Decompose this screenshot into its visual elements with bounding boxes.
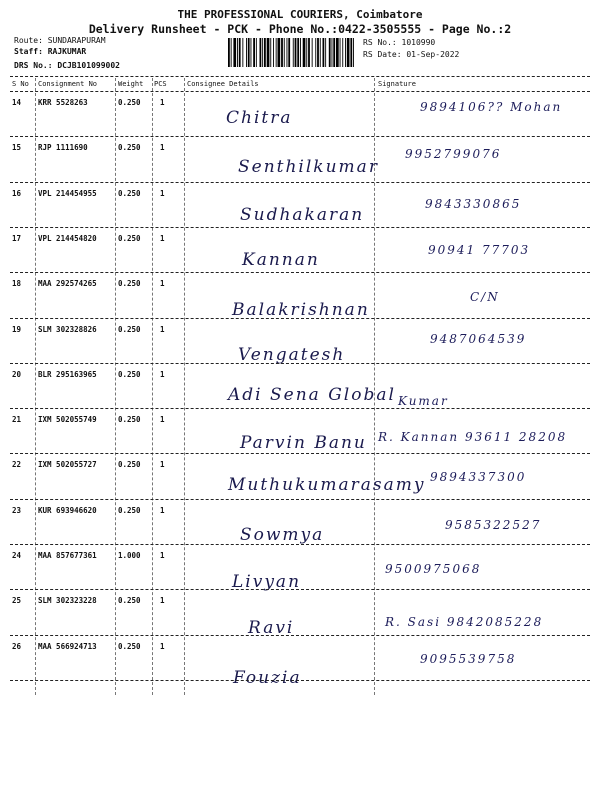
row-sno: 14 xyxy=(12,98,22,107)
row-pcs: 1 xyxy=(160,551,165,560)
runsheet-title: THE PROFESSIONAL COURIERS, Coimbatore xyxy=(177,8,423,21)
column-divider xyxy=(184,78,185,695)
row-weight: 0.250 xyxy=(118,369,141,379)
row-consignee-handwriting: Sudhakaran xyxy=(240,205,365,225)
row-signature-handwriting: R. Sasi 9842085228 xyxy=(385,615,544,629)
runsheet-subtitle: Delivery Runsheet - PCK - Phone No.:0422-3505555 - Page No.:2 xyxy=(88,22,512,36)
row-divider xyxy=(10,499,590,500)
row-signature-handwriting: 9487064539 xyxy=(430,332,527,346)
row-weight: 0.250 xyxy=(118,505,141,515)
column-header-consignment: Consignment No xyxy=(38,80,98,88)
row-divider xyxy=(10,453,590,454)
row-signature-handwriting: 9095539758 xyxy=(420,652,517,666)
row-sno: 17 xyxy=(12,233,22,243)
row-weight: 0.250 xyxy=(118,460,141,470)
row-divider xyxy=(10,182,590,183)
row-consignment-number: VPL 214454820 xyxy=(38,233,97,243)
row-pcs: 1 xyxy=(160,505,165,515)
row-weight: 0.250 xyxy=(118,188,141,198)
row-consignee-handwriting: Senthilkumar xyxy=(238,157,379,177)
rs-number: RS No.: 1010990 xyxy=(363,38,436,47)
row-pcs: 1 xyxy=(160,233,165,243)
row-signature-handwriting: 9585322527 xyxy=(445,518,542,532)
row-pcs: 1 xyxy=(160,641,165,651)
column-divider xyxy=(152,78,153,695)
row-consignment-number: BLR 295163965 xyxy=(38,369,97,379)
row-sno: 23 xyxy=(12,505,22,515)
row-divider xyxy=(10,363,590,364)
row-consignment-number: KRR 5528263 xyxy=(38,98,88,107)
row-weight: 0.250 xyxy=(118,98,141,107)
row-pcs: 1 xyxy=(160,324,165,334)
row-pcs: 1 xyxy=(160,415,165,425)
column-header-consignee: Consignee Details xyxy=(187,80,259,88)
row-pcs: 1 xyxy=(160,369,165,379)
row-divider xyxy=(10,589,590,590)
row-consignment-number: MAA 292574265 xyxy=(38,279,97,289)
column-divider xyxy=(115,78,116,695)
staff-label: Staff: RAJKUMAR xyxy=(14,47,87,56)
row-pcs: 1 xyxy=(160,460,165,470)
row-weight: 0.250 xyxy=(118,641,141,651)
row-pcs: 1 xyxy=(160,188,165,198)
row-signature-handwriting: 90941 77703 xyxy=(428,243,531,257)
row-consignment-number: IXM 502055727 xyxy=(38,460,97,470)
row-signature-handwriting: C/N xyxy=(470,290,500,304)
row-weight: 0.250 xyxy=(118,596,141,606)
row-consignment-number: RJP 1111690 xyxy=(38,143,88,153)
row-divider xyxy=(10,272,590,273)
header-divider xyxy=(10,91,590,92)
row-sno: 25 xyxy=(12,596,22,606)
row-divider xyxy=(10,680,590,681)
row-pcs: 1 xyxy=(160,279,165,289)
rs-date: RS Date: 01-Sep-2022 xyxy=(363,50,460,59)
row-signature-handwriting: 9894337300 xyxy=(430,470,527,484)
row-pcs: 1 xyxy=(160,596,165,606)
row-signature-handwriting: Kumar xyxy=(398,394,449,408)
row-consignment-number: MAA 857677361 xyxy=(38,551,97,560)
row-consignee-handwriting: Vengatesh xyxy=(238,345,346,365)
row-consignee-handwriting: Muthukumarasamy xyxy=(228,475,426,495)
row-consignment-number: SLM 302323228 xyxy=(38,596,97,606)
row-sno: 26 xyxy=(12,641,22,651)
row-consignment-number: MAA 566924713 xyxy=(38,641,97,651)
row-sno: 21 xyxy=(12,415,22,425)
row-consignee-handwriting: Sowmya xyxy=(240,525,325,545)
row-consignee-handwriting: Kannan xyxy=(242,250,320,270)
row-divider xyxy=(10,227,590,228)
row-consignee-handwriting: Fouzia xyxy=(233,668,302,688)
row-consignee-handwriting: Chitra xyxy=(226,108,293,128)
row-consignment-number: IXM 502055749 xyxy=(38,415,97,425)
row-sno: 22 xyxy=(12,460,22,470)
row-consignment-number: VPL 214454955 xyxy=(38,188,97,198)
row-weight: 0.250 xyxy=(118,415,141,425)
column-header-weight: Weight xyxy=(118,80,144,88)
row-consignment-number: KUR 693946620 xyxy=(38,505,97,515)
row-sno: 16 xyxy=(12,188,22,198)
row-divider xyxy=(10,635,590,636)
route-label: Route: SUNDARAPURAM xyxy=(14,36,106,45)
drs-number: DRS No.: DCJB101099002 xyxy=(14,61,120,70)
row-signature-handwriting: 9952799076 xyxy=(405,147,502,161)
row-signature-handwriting: 9500975068 xyxy=(385,562,482,576)
row-signature-handwriting: R. Kannan 93611 28208 xyxy=(378,430,568,444)
row-sno: 19 xyxy=(12,324,22,334)
row-consignee-handwriting: Ravi xyxy=(248,618,295,638)
row-divider xyxy=(10,408,590,409)
row-signature-handwriting: 9894106?? Mohan xyxy=(420,100,563,114)
row-divider xyxy=(10,318,590,319)
row-pcs: 1 xyxy=(160,98,165,107)
row-consignee-handwriting: Balakrishnan xyxy=(232,300,370,320)
row-divider xyxy=(10,136,590,137)
row-weight: 0.250 xyxy=(118,233,141,243)
table-top-border xyxy=(10,76,590,77)
row-consignment-number: SLM 302328826 xyxy=(38,324,97,334)
row-consignee-handwriting: Livyan xyxy=(232,572,302,592)
column-header-sno: S No xyxy=(12,80,29,88)
column-header-signature: Signature xyxy=(378,80,416,88)
row-sno: 18 xyxy=(12,279,22,289)
row-sno: 15 xyxy=(12,143,22,153)
row-weight: 1.000 xyxy=(118,551,141,560)
column-divider xyxy=(35,78,36,695)
row-weight: 0.250 xyxy=(118,279,141,289)
barcode-image xyxy=(228,38,354,67)
row-weight: 0.250 xyxy=(118,143,141,153)
row-consignee-handwriting: Parvin Banu xyxy=(240,433,367,453)
column-header-pcs: PCS xyxy=(154,80,167,88)
row-consignee-handwriting: Adi Sena Global xyxy=(228,385,396,405)
row-weight: 0.250 xyxy=(118,324,141,334)
row-sno: 20 xyxy=(12,369,22,379)
row-pcs: 1 xyxy=(160,143,165,153)
row-signature-handwriting: 9843330865 xyxy=(425,197,522,211)
row-divider xyxy=(10,544,590,545)
row-sno: 24 xyxy=(12,551,22,560)
